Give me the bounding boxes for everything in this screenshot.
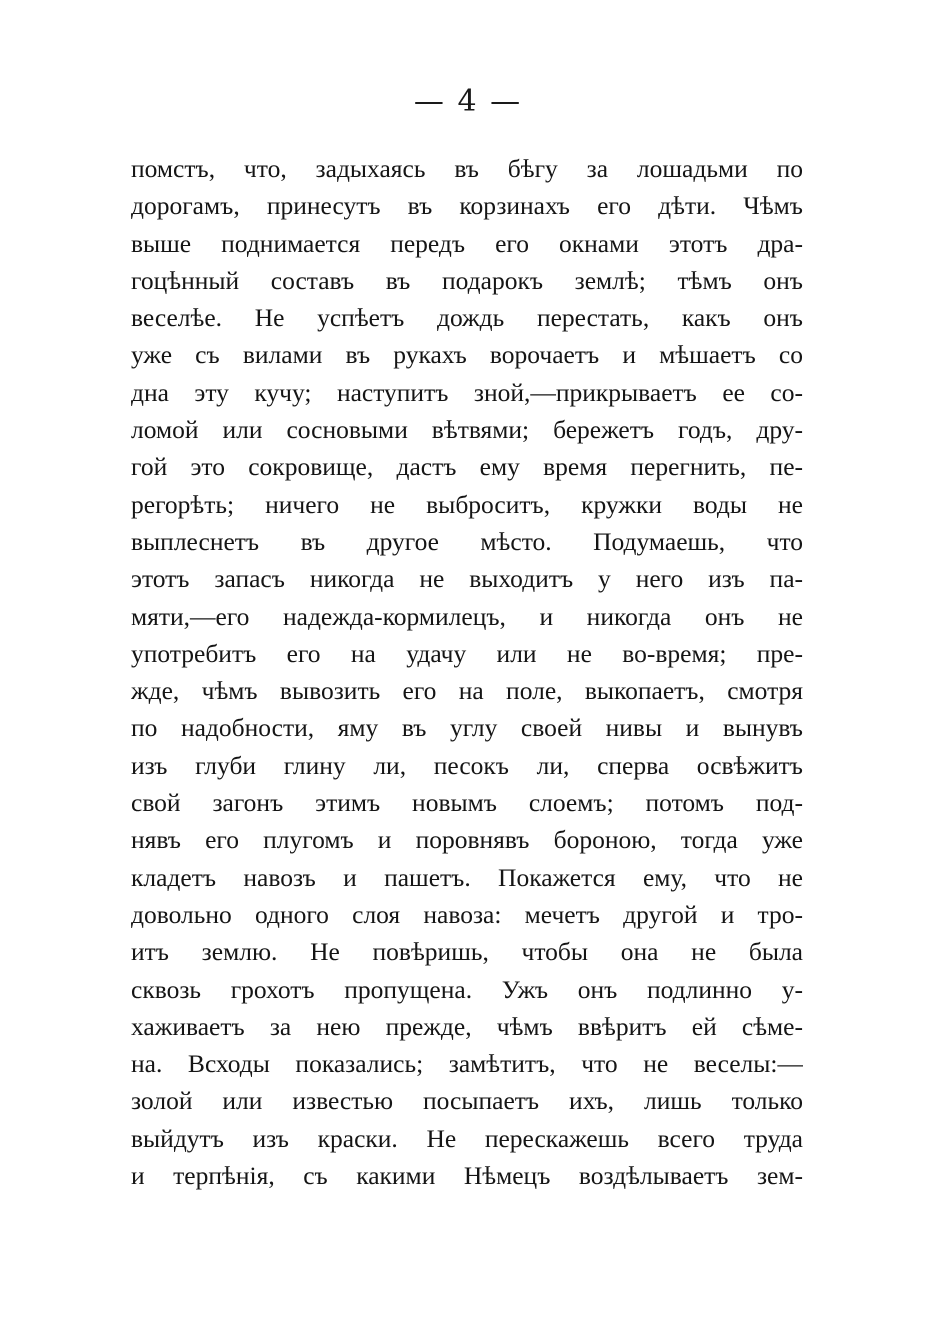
text-line: употребитъ его на удачу или не во-время; пре- <box>131 638 803 668</box>
text-line: нявъ его плугомъ и поровнявъ бороною, тогда уже <box>131 825 803 855</box>
text-line: и терпѣнія, съ какими Нѣмецъ воздѣлываетъ зем- <box>131 1161 803 1191</box>
text-line: жде, чѣмъ вывозить его на поле, выкопаетъ, смотря <box>131 676 803 706</box>
text-line: довольно одного слоя навоза: мечетъ другой и тро- <box>131 899 803 929</box>
text-line: гой это сокровище, дастъ ему время перегнить, пе- <box>131 452 803 482</box>
text-line: на. Всходы показались; замѣтитъ, что не веселы:— <box>131 1049 803 1079</box>
text-line: свой загонъ этимъ новымъ слоемъ; потомъ под- <box>131 788 803 818</box>
text-line: уже съ вилами въ рукахъ ворочаетъ и мѣшаетъ со <box>131 340 803 370</box>
text-line: выйдутъ изъ краски. Не перескажешь всего труда <box>131 1123 803 1153</box>
text-line: дна эту кучу; наступитъ зной,—прикрываетъ ее со- <box>131 377 803 407</box>
body-text <box>131 150 803 1194</box>
text-line: изъ глуби глину ли, песокъ ли, сперва освѣжитъ <box>131 750 803 780</box>
text-line: веселѣе. Не успѣетъ дождь перестать, какъ онъ <box>131 303 803 333</box>
text-line: выше поднимается передъ его окнами этотъ дра- <box>131 228 803 258</box>
page-number: — 4 — <box>413 84 523 119</box>
text-line: мяти,—его надежда-кормилецъ, и никогда онъ не <box>131 601 803 631</box>
text-line: этотъ запасъ никогда не выходитъ у него изъ па- <box>131 564 803 594</box>
text-line: помстъ, что, задыхаясь въ бѣгу за лошадьми по <box>131 154 803 183</box>
text-line: по надобности, яму въ углу своей нивы и вынувъ <box>131 713 803 743</box>
text-line: дорогамъ, принесутъ въ корзинахъ его дѣти. Чѣмъ <box>131 191 803 221</box>
text-line: золой или известью посыпаетъ ихъ, лишь только <box>131 1086 803 1116</box>
text-line: итъ землю. Не повѣришь, чтобы она не была <box>131 937 803 967</box>
text-line: регорѣть; ничего не выброситъ, кружки воды не <box>131 489 803 519</box>
text-line: сквозь грохотъ пропущена. Ужъ онъ подлинно у- <box>131 974 803 1004</box>
text-line: кладетъ навозъ и пашетъ. Покажется ему, что не <box>131 862 803 892</box>
text-line: выплеснетъ въ другое мѣсто. Подумаешь, что <box>131 526 803 556</box>
text-line: хаживаетъ за нею прежде, чѣмъ ввѣритъ ей сѣме- <box>131 1011 803 1041</box>
text-line: ломой или сосновыми вѣтвями; бережетъ годъ, дру- <box>131 415 803 445</box>
text-line: гоцѣнный составъ въ подарокъ землѣ; тѣмъ онъ <box>131 265 803 295</box>
